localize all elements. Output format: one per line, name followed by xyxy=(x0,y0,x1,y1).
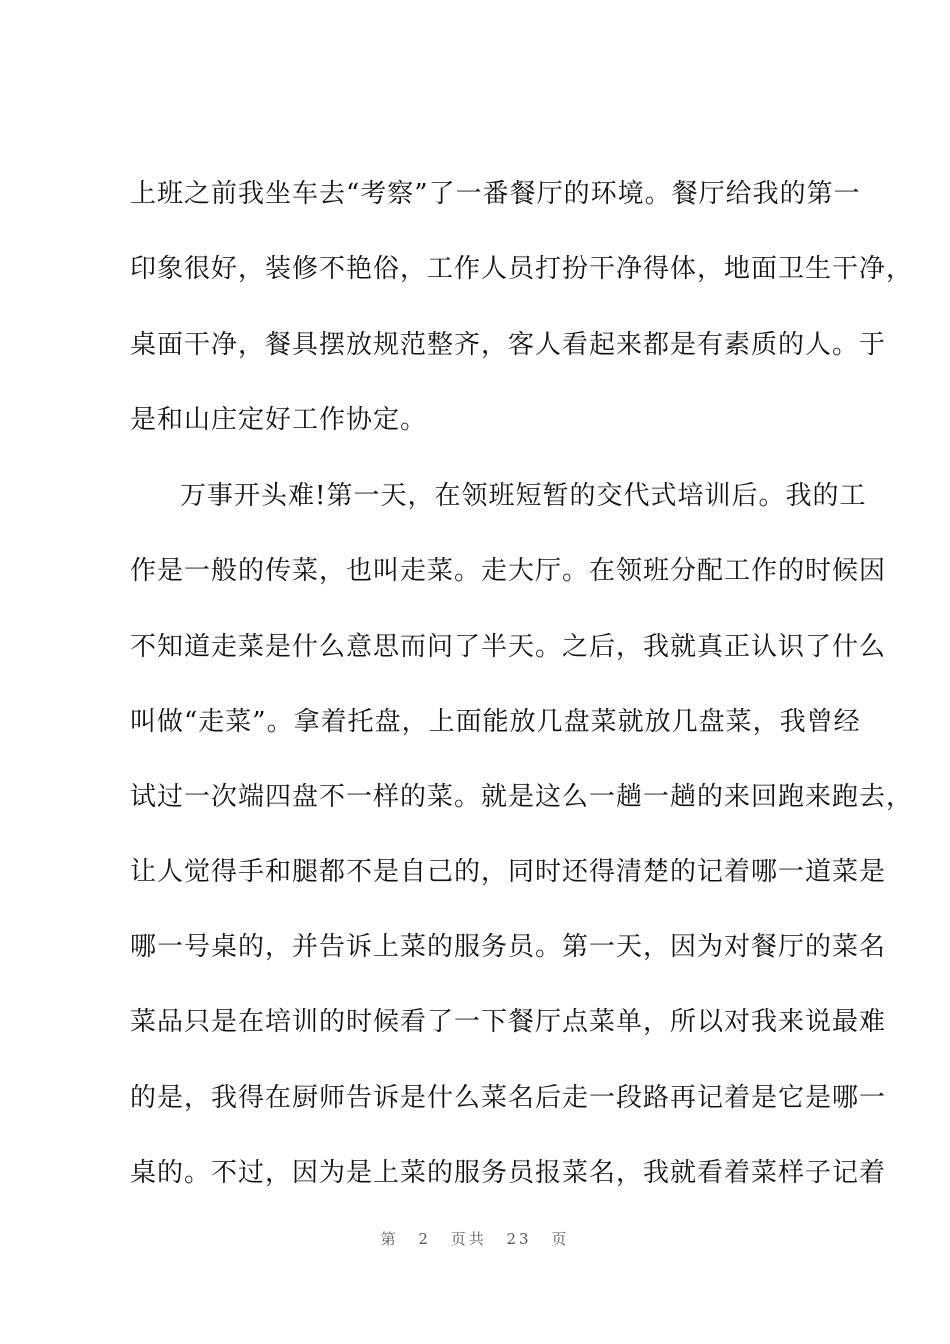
paragraph-2-line-5: 试过一次端四盘不一样的菜。就是这么一趟一趟的来回跑来跑去， xyxy=(130,782,914,812)
footer-page-number: 2 xyxy=(418,1230,431,1248)
footer-total-pages: 23 xyxy=(506,1230,532,1248)
paragraph-2-line-7: 哪一号桌的，并告诉上菜的服务员。第一天，因为对餐厅的菜名 xyxy=(130,932,887,962)
paragraph-1-line-4: 是和山庄定好工作协定。 xyxy=(130,405,428,435)
paragraph-2-line-6: 让人觉得手和腿都不是自己的，同时还得清楚的记着哪一道菜是 xyxy=(130,857,887,887)
paragraph-2-line-1: 万事开头难!第一天，在领班短暂的交代式培训后。我的工 xyxy=(180,481,867,511)
paragraph-2-line-3: 不知道走菜是什么意思而问了半天。之后，我就真正认识了什么 xyxy=(130,632,887,662)
paragraph-1-line-3: 桌面干净，餐具摆放规范整齐，客人看起来都是有素质的人。于 xyxy=(130,330,887,360)
footer-suffix: 页 xyxy=(551,1230,570,1248)
footer-middle: 页共 xyxy=(450,1230,487,1248)
footer-prefix: 第 xyxy=(380,1230,399,1248)
paragraph-1-line-1: 上班之前我坐车去“考察”了一番餐厅的环境。餐厅给我的第一 xyxy=(130,179,861,209)
paragraph-2-line-4: 叫做“走菜”。拿着托盘，上面能放几盘菜就放几盘菜，我曾经 xyxy=(130,707,861,737)
paragraph-2-line-8: 菜品只是在培训的时候看了一下餐厅点菜单，所以对我来说最难 xyxy=(130,1007,887,1037)
paragraph-2-line-9: 的是，我得在厨师告诉是什么菜名后走一段路再记着是它是哪一 xyxy=(130,1083,887,1113)
page-footer xyxy=(0,1228,950,1249)
paragraph-2-line-10: 桌的。不过，因为是上菜的服务员报菜名，我就看着菜样子记着 xyxy=(130,1158,887,1188)
paragraph-2-line-2: 作是一般的传菜，也叫走菜。走大厅。在领班分配工作的时候因 xyxy=(130,556,887,586)
paragraph-1-line-2: 印象很好，装修不艳俗，工作人员打扮干净得体，地面卫生干净， xyxy=(130,254,914,284)
